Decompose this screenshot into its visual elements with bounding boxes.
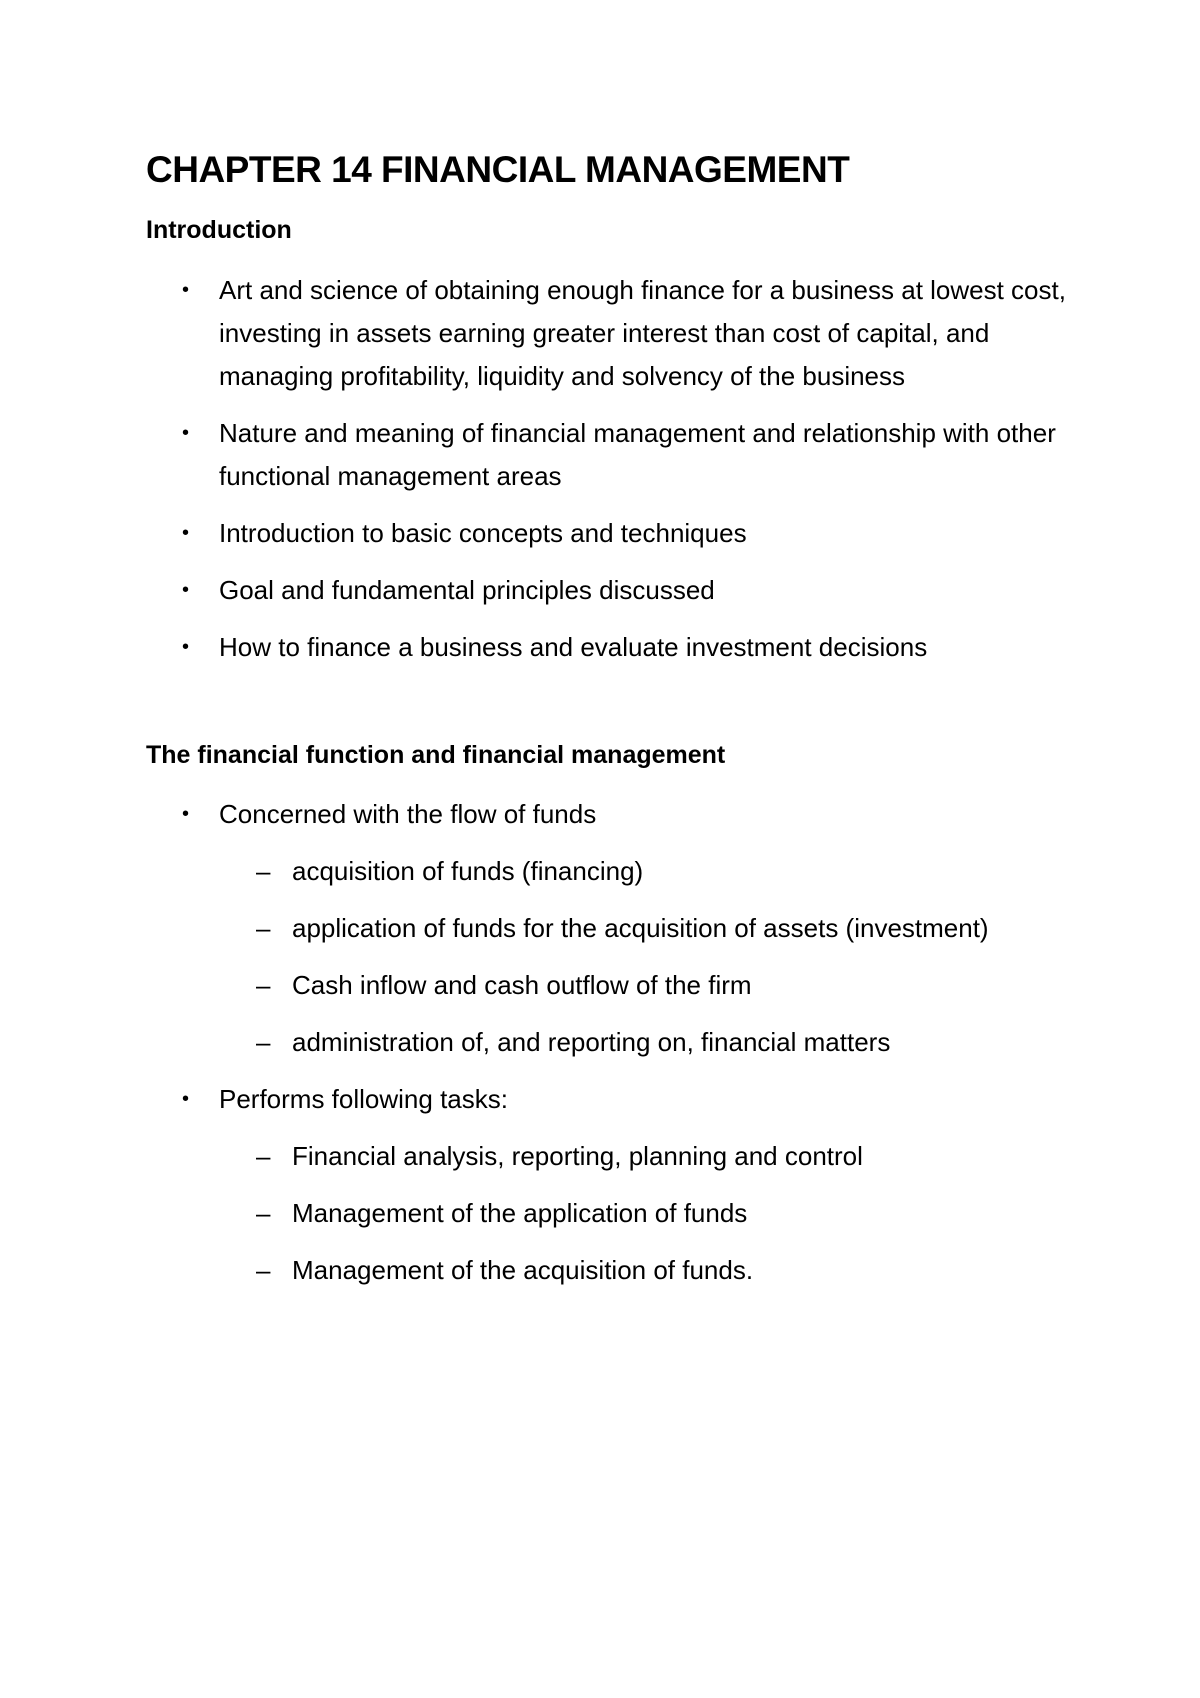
sub-bullet-list	[146, 1135, 1080, 1292]
sub-list-item	[146, 1135, 1080, 1178]
bullet-icon: •	[182, 635, 190, 658]
list-item	[146, 412, 1080, 498]
sub-list-item	[146, 1192, 1080, 1235]
sub-list-item-text: acquisition of funds (financing)	[292, 856, 644, 887]
financial-function-heading: The financial function and financial management	[146, 740, 726, 769]
list-item-text: Goal and fundamental principles discussed	[219, 574, 715, 605]
sub-list-item-text: Management of the acquisition of funds.	[292, 1255, 754, 1286]
dash-icon: –	[256, 913, 271, 944]
sub-list-item	[146, 964, 1080, 1007]
sub-list-item	[146, 1249, 1080, 1292]
bullet-icon: •	[182, 578, 190, 601]
bullet-icon: •	[182, 1088, 190, 1111]
intro-heading: Introduction	[146, 216, 292, 245]
list-item-text: How to finance a business and evaluate investment decisions	[219, 631, 928, 662]
sub-list-item	[146, 907, 1080, 950]
dash-icon: –	[256, 1198, 271, 1229]
sub-list-item-text: Financial analysis, reporting, planning and control	[292, 1141, 863, 1172]
sub-list-item-text: Cash inflow and cash outflow of the firm	[292, 970, 752, 1001]
dash-icon: –	[256, 1255, 271, 1286]
list-item-text: Performs following tasks:	[219, 1084, 508, 1115]
bullet-icon: •	[182, 421, 190, 444]
list-item-text: Art and science of obtaining enough finance for a business at lowest cost, investing in assets earning greater interest than cost of capital, and managing profitability, liquidity and solvency of the business	[219, 274, 1066, 391]
list-item	[146, 1078, 1080, 1292]
list-item-text: Introduction to basic concepts and techniques	[219, 517, 747, 548]
sub-bullet-list	[146, 850, 1080, 1064]
list-item	[146, 626, 1080, 669]
list-item	[146, 512, 1080, 555]
list-item-text: Concerned with the flow of funds	[219, 799, 597, 830]
dash-icon: –	[256, 1141, 271, 1172]
list-item	[146, 269, 1080, 398]
list-item	[146, 793, 1080, 1064]
bullet-icon: •	[182, 803, 190, 826]
intro-bullet-list	[146, 269, 1080, 669]
dash-icon: –	[256, 1027, 271, 1058]
sub-list-item-text: administration of, and reporting on, financial matters	[292, 1027, 891, 1058]
dash-icon: –	[256, 970, 271, 1001]
list-item	[146, 569, 1080, 612]
dash-icon: –	[256, 856, 271, 887]
document-title: CHAPTER 14 FINANCIAL MANAGEMENT	[146, 149, 850, 190]
list-item-text: Nature and meaning of financial management and relationship with other functional management areas	[219, 417, 1056, 491]
financial-function-bullet-list	[146, 793, 1080, 1292]
sub-list-item	[146, 850, 1080, 893]
sub-list-item-text: application of funds for the acquisition of assets (investment)	[292, 913, 989, 944]
bullet-icon: •	[182, 278, 190, 301]
bullet-icon: •	[182, 521, 190, 544]
sub-list-item	[146, 1021, 1080, 1064]
sub-list-item-text: Management of the application of funds	[292, 1198, 748, 1229]
